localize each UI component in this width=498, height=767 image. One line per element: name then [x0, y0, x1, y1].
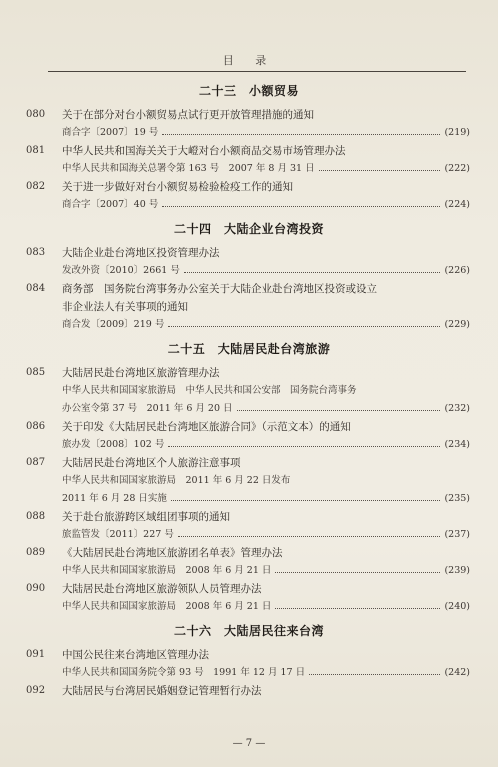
toc-entry[interactable]: [0, 454, 498, 508]
source-text: 商合发〔2009〕219 号: [62, 319, 165, 330]
entry-title-text: 中华人民共和国海关关于大嶝对台小额商品交易市场管理办法: [62, 145, 346, 157]
page-reference: (234): [444, 439, 470, 450]
dot-leader: [319, 160, 441, 171]
toc-entry[interactable]: [0, 244, 498, 280]
source-text: 旅监管发〔2011〕227 号: [62, 529, 174, 540]
entry-source: [0, 124, 498, 142]
source-text: 办公室令第 37 号 2011 年 6 月 20 日: [62, 403, 233, 414]
entry-title-text: 大陆居民赴台湾地区旅游管理办法: [62, 367, 220, 379]
toc-entry[interactable]: [0, 364, 498, 418]
page-reference: (240): [444, 601, 470, 612]
source-text: 中华人民共和国国家旅游局 中华人民共和国公安部 国务院台湾事务: [62, 385, 357, 396]
entry-source: [0, 400, 498, 418]
entry-title: [0, 298, 498, 316]
entry-source: [0, 436, 498, 454]
entry-title-text: 中国公民往来台湾地区管理办法: [62, 649, 209, 661]
source-text: 旅办发〔2008〕102 号: [62, 439, 165, 450]
entry-title-text: 非企业法人有关事项的通知: [62, 301, 188, 313]
entry-number: 089: [26, 547, 46, 558]
entry-number: 082: [26, 181, 46, 192]
source-text: 中华人民共和国海关总署令第 163 号 2007 年 8 月 31 日: [62, 163, 315, 174]
dot-leader: [178, 526, 441, 537]
entry-number: 081: [26, 145, 46, 156]
toc-entry[interactable]: [0, 178, 498, 214]
source-text: 商合字〔2007〕40 号: [62, 199, 159, 210]
entry-title-text: 关于在部分对台小额贸易点试行更开放管理措施的通知: [62, 109, 314, 121]
entry-title: [0, 418, 498, 436]
dot-leader: [168, 316, 440, 327]
entry-source: [0, 598, 498, 616]
entry-title-text: 关于赴台旅游跨区域组团事项的通知: [62, 511, 230, 523]
toc-entry[interactable]: [0, 280, 498, 334]
entry-number: 091: [26, 649, 46, 660]
section-heading: 二十三 小额贸易: [198, 84, 299, 98]
entry-title-text: 商务部 国务院台湾事务办公室关于大陆企业赴台湾地区投资或设立: [62, 283, 377, 295]
entry-title-text: 大陆居民与台湾居民婚姻登记管理暂行办法: [62, 685, 262, 697]
dot-leader: [162, 124, 440, 135]
entry-title: [0, 280, 498, 298]
section-heading: 二十四 大陆企业台湾投资: [173, 222, 324, 236]
entry-source: [0, 664, 498, 682]
entry-number: 087: [26, 457, 46, 468]
toc-entry[interactable]: [0, 508, 498, 544]
source-text: 中华人民共和国国家旅游局 2008 年 6 月 21 日: [62, 601, 272, 612]
dot-leader: [275, 598, 440, 609]
entry-number: 088: [26, 511, 46, 522]
entry-number: 086: [26, 421, 46, 432]
entry-source: [0, 262, 498, 280]
section-heading: 二十六 大陆居民往来台湾: [173, 624, 324, 638]
entry-title: [0, 580, 498, 598]
entry-title: [0, 364, 498, 382]
entry-title: [0, 646, 498, 664]
entry-title: [0, 544, 498, 562]
toc-entry[interactable]: [0, 646, 498, 682]
toc-entry[interactable]: [0, 142, 498, 178]
entry-number: 085: [26, 367, 46, 378]
entry-title-text: 大陆居民赴台湾地区旅游领队人员管理办法: [62, 583, 262, 595]
toc-entry[interactable]: [0, 682, 498, 700]
toc-entry[interactable]: [0, 106, 498, 142]
source-text: 中华人民共和国国家旅游局 2008 年 6 月 21 日: [62, 565, 272, 576]
entry-title-text: 关于进一步做好对台小额贸易检验检疫工作的通知: [62, 181, 293, 193]
source-text: 发改外资〔2010〕2661 号: [62, 265, 180, 276]
entry-source: [0, 160, 498, 178]
toc-entry[interactable]: [0, 418, 498, 454]
entry-number: 084: [26, 283, 46, 294]
dot-leader: [168, 436, 440, 447]
dot-leader: [171, 490, 441, 501]
entry-title: [0, 454, 498, 472]
dot-leader: [237, 400, 441, 411]
entry-title-text: 关于印发《大陆居民赴台湾地区旅游合同》（示范文本）的通知: [62, 421, 351, 433]
page-reference: (226): [444, 265, 470, 276]
source-text: 2011 年 6 月 28 日实施: [62, 493, 167, 504]
dot-leader: [184, 262, 441, 273]
source-text: 商合字〔2007〕19 号: [62, 127, 159, 138]
page-reference: (239): [444, 565, 470, 576]
dot-leader: [162, 196, 440, 207]
entry-title: [0, 142, 498, 160]
source-text: 中华人民共和国国务院令第 93 号 1991 年 12 月 17 日: [62, 667, 306, 678]
page-reference: (224): [444, 199, 470, 210]
entry-title: [0, 244, 498, 262]
toc-entry[interactable]: [0, 544, 498, 580]
entry-title-text: 大陆企业赴台湾地区投资管理办法: [62, 247, 220, 259]
entry-title-text: 《大陆居民赴台湾地区旅游团名单表》管理办法: [62, 547, 283, 559]
entry-number: 090: [26, 583, 46, 594]
entry-number: 080: [26, 109, 46, 120]
entry-source: [0, 526, 498, 544]
source-text: 中华人民共和国国家旅游局 2011 年 6 月 22 日发布: [62, 475, 291, 486]
page-reference: (232): [444, 403, 470, 414]
entry-source: [0, 472, 498, 490]
dot-leader: [275, 562, 440, 573]
page-reference: (222): [444, 163, 470, 174]
entry-source: [0, 382, 498, 400]
entry-source: [0, 562, 498, 580]
entry-title: [0, 178, 498, 196]
page-reference: (237): [444, 529, 470, 540]
page-reference: (242): [444, 667, 470, 678]
entry-title-text: 大陆居民赴台湾地区个人旅游注意事项: [62, 457, 241, 469]
entry-source: [0, 316, 498, 334]
table-of-contents: [0, 76, 498, 700]
entry-title: [0, 106, 498, 124]
page-number: — 7 —: [232, 738, 266, 749]
entry-source: [0, 490, 498, 508]
entry-number: 083: [26, 247, 46, 258]
page-reference: (219): [444, 127, 470, 138]
toc-entry[interactable]: [0, 580, 498, 616]
entry-number: 092: [26, 685, 46, 696]
page-reference: (229): [444, 319, 470, 330]
entry-source: [0, 196, 498, 214]
section-heading: 二十五 大陆居民赴台湾旅游: [167, 342, 331, 356]
header-rule: [48, 71, 466, 72]
running-header: 目 录: [222, 54, 276, 67]
page-reference: (235): [444, 493, 470, 504]
entry-title: [0, 508, 498, 526]
dot-leader: [309, 664, 440, 675]
entry-title: [0, 682, 498, 700]
